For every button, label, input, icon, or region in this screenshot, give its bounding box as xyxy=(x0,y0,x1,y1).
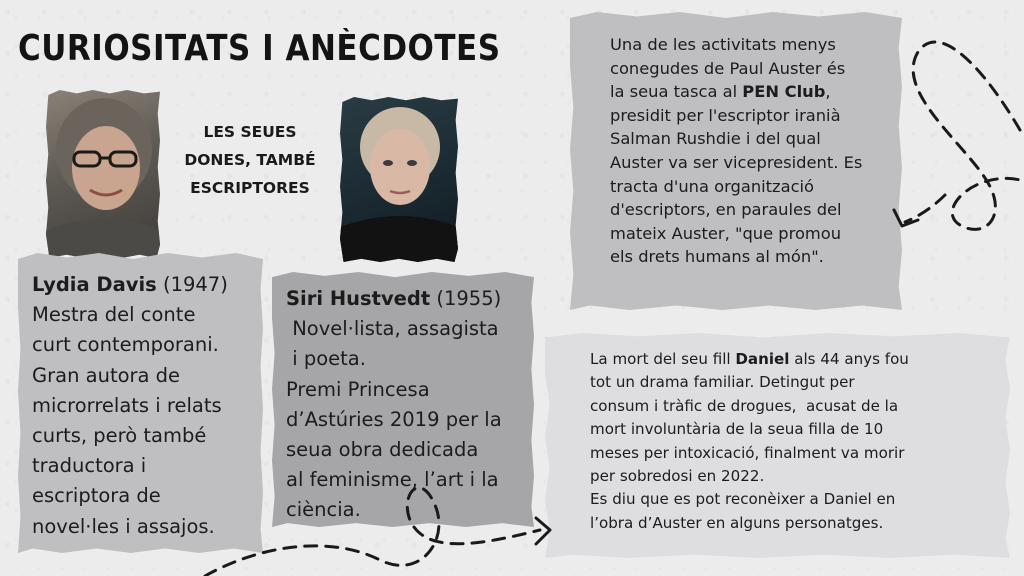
daniel-text xyxy=(590,348,990,535)
siri-hustvedt-photo xyxy=(340,97,458,262)
pen-line: d'escriptors, en paraules del xyxy=(610,200,842,220)
siri-line: seua obra dedicada xyxy=(286,438,479,462)
daniel-line xyxy=(590,348,990,371)
lydia-line: escriptora de xyxy=(32,484,161,508)
page-title: CURIOSITATS I ANÈCDOTES xyxy=(18,28,501,70)
pen-line-part: la seua tasca al xyxy=(610,82,743,102)
siri-line: Premi Princesa xyxy=(286,377,430,401)
pen-club-name: PEN Club xyxy=(742,82,826,102)
daniel-name: Daniel xyxy=(735,350,790,368)
daniel-line: consum i tràfic de drogues, acusat de la xyxy=(590,396,899,415)
pen-line: tracta d'una organització xyxy=(610,176,815,196)
daniel-line: mort involuntària de la seua filla de 10 xyxy=(590,420,884,439)
lydia-description xyxy=(32,270,260,542)
siri-year: (1955) xyxy=(430,287,502,310)
pen-line: mateix Auster, "que promou xyxy=(610,223,842,243)
pen-line xyxy=(610,80,910,104)
siri-line: al feminisme, l’art i la xyxy=(286,468,499,492)
pen-line-part: , xyxy=(825,82,831,102)
pen-club-text xyxy=(610,33,910,269)
daniel-line-part: La mort del seu fill xyxy=(590,350,736,368)
pen-line: Una de les activitats menys xyxy=(610,35,836,54)
section-subtitle: LES SEUES DONES, TAMBÉ ESCRIPTORES xyxy=(184,123,316,197)
lydia-year: (1947) xyxy=(156,273,228,296)
pen-line: conegudes de Paul Auster és xyxy=(610,58,846,78)
lydia-line: novel·les i assajos. xyxy=(32,514,215,538)
daniel-line: per sobredosi en 2022. xyxy=(590,467,765,486)
daniel-line: tot un drama familiar. Detingut per xyxy=(590,373,855,392)
daniel-line-part: als 44 anys fou xyxy=(789,350,909,368)
pen-line: presidit per l'escriptor iranià xyxy=(610,105,841,125)
pen-line: Auster va ser vicepresident. Es xyxy=(610,152,863,172)
daniel-line: l’obra d’Auster en alguns personatges. xyxy=(590,513,884,532)
siri-line: ciència. xyxy=(286,498,361,522)
lydia-name: Lydia Davis xyxy=(32,273,157,296)
daniel-line: meses per intoxicació, finalment va morir xyxy=(590,443,905,462)
lydia-line: traductora i xyxy=(32,454,147,478)
lydia-line: Gran autora de xyxy=(32,363,181,387)
lydia-davis-photo xyxy=(46,90,160,258)
siri-description xyxy=(286,284,532,526)
siri-line: d’Astúries 2019 per la xyxy=(286,407,502,431)
lydia-line: curts, però també xyxy=(32,424,207,448)
siri-name: Siri Hustvedt xyxy=(286,287,431,310)
pen-line: Salman Rushdie i del qual xyxy=(610,129,821,149)
pen-line: els drets humans al món". xyxy=(610,247,824,267)
siri-heading xyxy=(286,284,532,314)
siri-line: i poeta. xyxy=(286,347,366,371)
lydia-heading xyxy=(32,270,260,300)
lydia-line: Mestra del conte xyxy=(32,303,196,327)
daniel-line: Es diu que es pot reconèixer a Daniel en xyxy=(590,490,896,509)
siri-line: Novel·lista, assagista xyxy=(286,317,499,341)
lydia-line: curt contemporani. xyxy=(32,333,219,357)
lydia-line: microrrelats i relats xyxy=(32,393,222,417)
